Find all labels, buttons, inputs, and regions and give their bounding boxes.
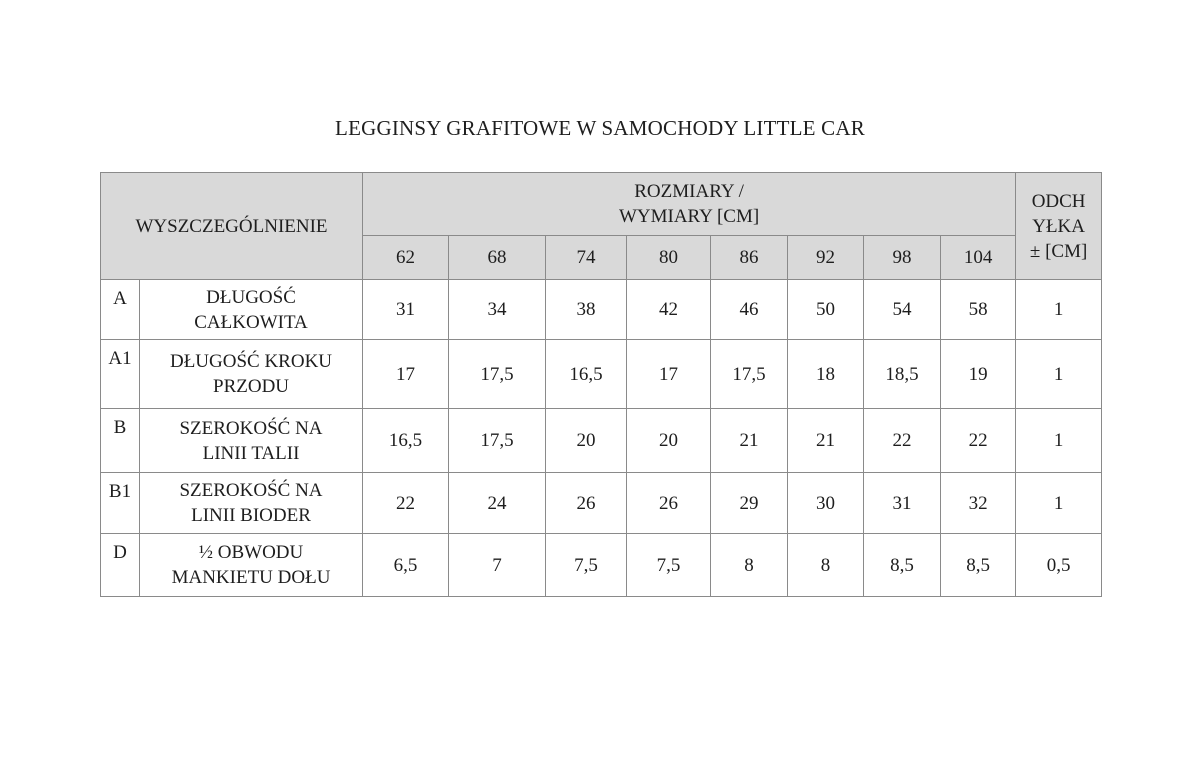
value-cell: 21	[788, 409, 864, 473]
value-cell: 8	[711, 534, 788, 597]
sizes-header-line1: ROZMIARY /	[634, 181, 744, 202]
value-cell: 17,5	[711, 340, 788, 409]
value-cell: 31	[363, 280, 449, 340]
spec-header	[101, 173, 363, 280]
row-label	[140, 473, 363, 534]
row-label-line2: LINII TALII	[202, 442, 300, 464]
value-cell: 17,5	[449, 340, 546, 409]
value-cell: 6,5	[363, 534, 449, 597]
value-cell: 8	[788, 534, 864, 597]
value-cell: 26	[546, 473, 627, 534]
value-cell: 21	[711, 409, 788, 473]
value-cell: 26	[627, 473, 711, 534]
value-cell: 17	[363, 340, 449, 409]
tolerance-header	[1016, 173, 1102, 280]
value-cell: 42	[627, 280, 711, 340]
size-header-cell: 68	[449, 236, 546, 280]
value-cell: 38	[546, 280, 627, 340]
value-cell: 24	[449, 473, 546, 534]
page-title: LEGGINSY GRAFITOWE W SAMOCHODY LITTLE CAR	[335, 116, 865, 140]
value-cell: 32	[941, 473, 1016, 534]
value-cell: 17,5	[449, 409, 546, 473]
value-cell: 20	[546, 409, 627, 473]
spec-header-label: WYSZCZEGÓLNIENIE	[135, 215, 328, 237]
tolerance-cell: 1	[1016, 409, 1102, 473]
value-cell: 50	[788, 280, 864, 340]
sizes-header	[363, 173, 1016, 236]
row-label-line1: SZEROKOŚĆ NA	[179, 417, 323, 439]
value-cell: 29	[711, 473, 788, 534]
row-label-line2: MANKIETU DOŁU	[171, 567, 331, 588]
row-code: B1	[101, 473, 140, 534]
row-label-line2: LINII BIODER	[191, 505, 311, 526]
value-cell: 34	[449, 280, 546, 340]
tolerance-cell: 1	[1016, 280, 1102, 340]
row-label	[140, 534, 363, 597]
row-label-line2: CAŁKOWITA	[194, 311, 308, 333]
value-cell: 22	[363, 473, 449, 534]
row-code: A	[101, 280, 140, 340]
sizes-header-line2: WYMIARY [CM]	[618, 206, 760, 227]
tolerance-cell: 1	[1016, 473, 1102, 534]
size-header-cell: 62	[363, 236, 449, 280]
table-row	[101, 280, 1102, 340]
tolerance-cell: 1	[1016, 340, 1102, 409]
value-cell: 7,5	[627, 534, 711, 597]
row-label-line1: DŁUGOŚĆ KROKU	[169, 351, 333, 372]
row-label-line2: PRZODU	[213, 376, 290, 397]
value-cell: 8,5	[864, 534, 941, 597]
size-header-cell: 80	[627, 236, 711, 280]
row-label	[140, 280, 363, 340]
value-cell: 31	[864, 473, 941, 534]
value-cell: 54	[864, 280, 941, 340]
tolerance-cell: 0,5	[1016, 534, 1102, 597]
size-header-cell: 74	[546, 236, 627, 280]
tolerance-header-line2: YŁKA	[1032, 215, 1085, 237]
row-label	[140, 409, 363, 473]
size-header-cell: 86	[711, 236, 788, 280]
size-table	[100, 172, 1102, 597]
table-row	[101, 409, 1102, 473]
value-cell: 7,5	[546, 534, 627, 597]
value-cell: 18	[788, 340, 864, 409]
value-cell: 58	[941, 280, 1016, 340]
value-cell: 46	[711, 280, 788, 340]
row-label-line1: SZEROKOŚĆ NA	[179, 480, 323, 501]
value-cell: 8,5	[941, 534, 1016, 597]
table-row	[101, 340, 1102, 409]
value-cell: 17	[627, 340, 711, 409]
row-label-line1: ½ OBWODU	[198, 542, 304, 563]
value-cell: 22	[864, 409, 941, 473]
row-code: A1	[101, 340, 140, 409]
size-header-cell: 92	[788, 236, 864, 280]
value-cell: 16,5	[363, 409, 449, 473]
table-row	[101, 473, 1102, 534]
row-code: D	[101, 534, 140, 597]
tolerance-header-line1: ODCH	[1031, 190, 1086, 212]
value-cell: 16,5	[546, 340, 627, 409]
row-label-line1: DŁUGOŚĆ	[206, 286, 296, 308]
size-header-cell: 98	[864, 236, 941, 280]
tolerance-header-line3: ± [CM]	[1029, 240, 1088, 262]
value-cell: 30	[788, 473, 864, 534]
value-cell: 19	[941, 340, 1016, 409]
value-cell: 22	[941, 409, 1016, 473]
value-cell: 7	[449, 534, 546, 597]
value-cell: 20	[627, 409, 711, 473]
row-code: B	[101, 409, 140, 473]
size-header-cell: 104	[941, 236, 1016, 280]
value-cell: 18,5	[864, 340, 941, 409]
row-label	[140, 340, 363, 409]
table-row	[101, 534, 1102, 597]
